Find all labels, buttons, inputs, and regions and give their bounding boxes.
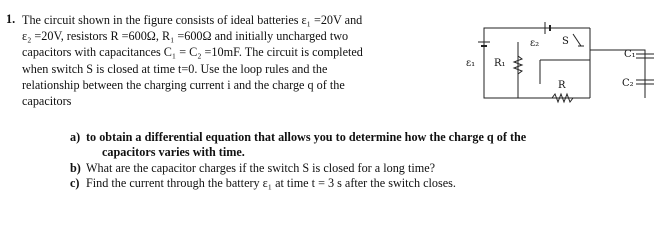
- part-a: [70, 130, 650, 161]
- label-r: R: [558, 80, 566, 91]
- label-c2: C₂: [622, 78, 634, 89]
- label-e1: ε₁: [466, 58, 476, 69]
- statement-line: capacitors with capacitances C₁ = C₂ =10mF. The circuit is completed: [22, 45, 363, 60]
- part-text: [86, 130, 650, 161]
- part-b: [70, 161, 650, 176]
- part-a-line-1: to obtain a differential equation that allows you to determine how the charge q of the: [86, 130, 527, 144]
- statement-line: ε₂ =20V, resistors R =600Ω, R₁ =600Ω and initially uncharged two: [22, 29, 349, 44]
- part-text: Find the current through the battery ε₁ at time t = 3 s after the switch closes.: [86, 176, 456, 191]
- label-e2: ε₂: [530, 38, 540, 49]
- part-label: a): [70, 130, 81, 144]
- label-c1: C₁: [624, 49, 636, 60]
- part-text: What are the capacitor charges if the switch S is closed for a long time?: [86, 160, 436, 175]
- switch-s: [573, 34, 581, 46]
- statement-line: capacitors: [22, 94, 72, 109]
- label-r1: R₁: [494, 58, 506, 69]
- wire-left-outer: [484, 42, 590, 98]
- part-label: b): [70, 160, 81, 175]
- label-s: S: [562, 36, 569, 47]
- statement-line: when switch S is closed at time t=0. Use the loop rules and the: [22, 61, 328, 76]
- statement-line: The circuit shown in the figure consists of ideal batteries ε₁ =20V and: [22, 13, 363, 27]
- part-a-line-2: capacitors varies with time.: [102, 145, 245, 160]
- problem-number: 1.: [6, 12, 16, 26]
- part-label: c): [70, 176, 80, 191]
- question-parts: [70, 130, 650, 192]
- wire-right-branch: [590, 50, 645, 98]
- part-c: [70, 176, 650, 191]
- statement-line: relationship between the charging current i and the charge q of the: [22, 77, 345, 92]
